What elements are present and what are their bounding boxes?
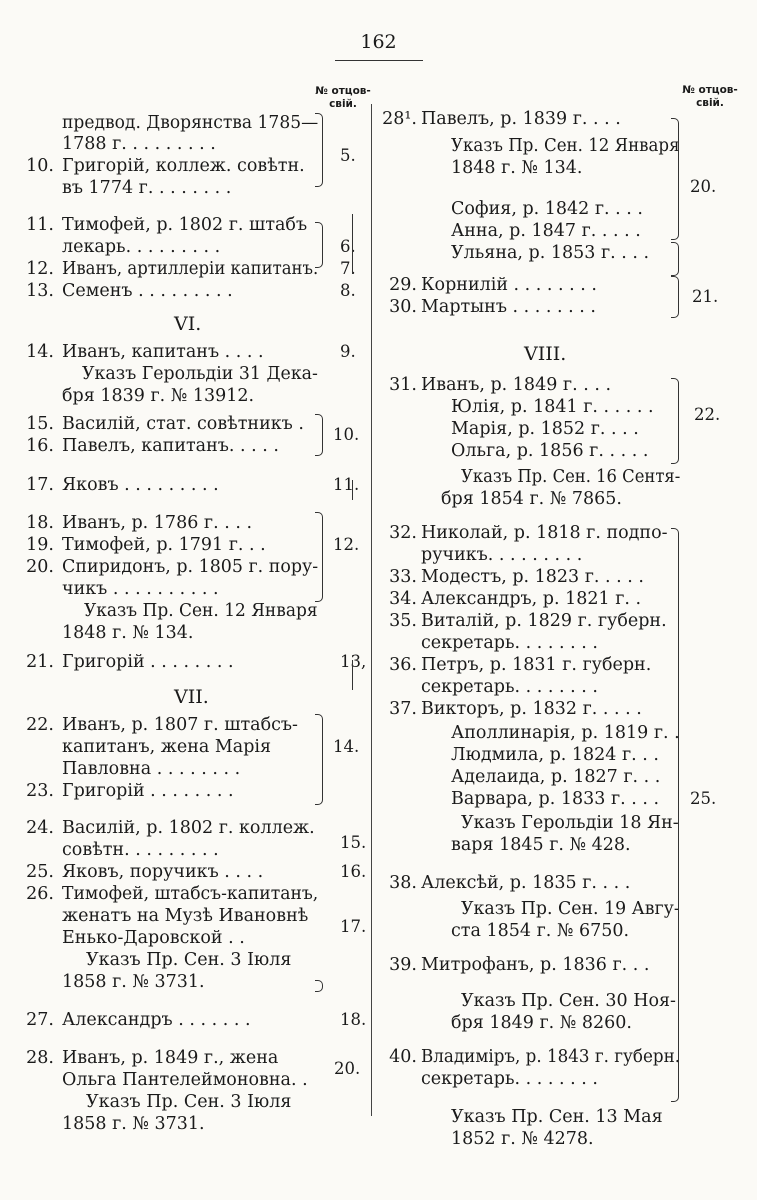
entry-text: 1848 г. № 134. bbox=[451, 158, 583, 178]
father-ref-number: 20. bbox=[690, 177, 717, 196]
entry-text: Семенъ . . . . . . . . . bbox=[62, 281, 233, 301]
entry-text: Яковъ, поручикъ . . . . bbox=[62, 862, 264, 882]
entry-text: Мартынъ . . . . . . . . bbox=[421, 297, 596, 317]
entry-number: 34. bbox=[389, 589, 417, 609]
section-heading: VII. bbox=[174, 686, 209, 708]
father-ref-number: 5. bbox=[340, 146, 356, 165]
entry-text: Павелъ, капитанъ. . . . . bbox=[62, 436, 279, 456]
entry-text: совѣтн. . . . . . . . . bbox=[62, 840, 219, 860]
father-ref-number: 16. bbox=[340, 862, 367, 881]
entry-text: секретарь. . . . . . . . bbox=[421, 1069, 598, 1089]
entry-text: Аделаида, р. 1827 г. . . bbox=[451, 767, 661, 787]
entry-text: Варвара, р. 1833 г. . . . bbox=[451, 789, 660, 809]
entry-number: 40. bbox=[389, 1047, 417, 1067]
entry-text: женатъ на Музѣ Ивановнѣ bbox=[62, 906, 309, 926]
father-ref-number: 11. bbox=[333, 475, 360, 494]
entry-number: 11. bbox=[26, 215, 54, 235]
left-header-line1: № отцов- bbox=[315, 85, 371, 97]
entry-text: Павелъ, р. 1839 г. . . . bbox=[421, 109, 621, 129]
entry-number: 35. bbox=[389, 611, 417, 631]
entry-text: Николай, р. 1818 г. подпо- bbox=[421, 523, 668, 543]
entry-number: 33. bbox=[389, 567, 417, 587]
father-ref-number: 15. bbox=[340, 833, 367, 852]
entry-text: Ольга Пантелеймоновна. . bbox=[62, 1070, 308, 1090]
ledger-mark bbox=[352, 660, 353, 690]
entry-number: 16. bbox=[26, 436, 54, 456]
group-bracket bbox=[671, 528, 679, 1102]
entry-text: Спиридонъ, р. 1805 г. пору- bbox=[62, 557, 319, 577]
entry-number: 10. bbox=[26, 156, 54, 176]
entry-text: предвод. Дворянства 1785— bbox=[62, 113, 319, 133]
entry-text: Иванъ, р. 1849 г., жена bbox=[62, 1048, 279, 1068]
entry-text: Виталій, р. 1829 г. губерн. bbox=[421, 611, 667, 631]
entry-number: 15. bbox=[26, 414, 54, 434]
group-bracket bbox=[315, 113, 323, 187]
entry-text: Указъ Пр. Сен. 3 Іюля bbox=[86, 950, 292, 970]
entry-text: бря 1849 г. № 8260. bbox=[451, 1013, 632, 1033]
entry-text: Яковъ . . . . . . . . . bbox=[62, 475, 219, 495]
entry-text: Тимофей, р. 1791 г. . . bbox=[62, 535, 266, 555]
entry-text: Иванъ, артиллеріи капитанъ. bbox=[62, 259, 319, 279]
entry-text: 1848 г. № 134. bbox=[62, 623, 194, 643]
father-ref-number: 7. bbox=[340, 259, 356, 278]
entry-text: Указъ Пр. Сен. 19 Авгу- bbox=[461, 899, 680, 919]
header-rule bbox=[335, 60, 423, 61]
entry-number: 24. bbox=[26, 818, 54, 838]
father-ref-number: 25. bbox=[690, 789, 717, 808]
entry-number: 18. bbox=[26, 513, 54, 533]
entry-text: капитанъ, жена Марія bbox=[62, 737, 272, 757]
column-divider bbox=[371, 104, 372, 1116]
entry-number: 39. bbox=[389, 955, 417, 975]
entry-number: 28. bbox=[26, 1048, 54, 1068]
father-ref-number: 9. bbox=[340, 342, 356, 361]
entry-text: Александръ, р. 1821 г. . bbox=[421, 589, 642, 609]
entry-text: ста 1854 г. № 6750. bbox=[451, 921, 630, 941]
group-bracket bbox=[671, 118, 679, 240]
entry-text: въ 1774 г. . . . . . . . bbox=[62, 178, 232, 198]
entry-number: 26. bbox=[26, 884, 54, 904]
father-ref-number: 18. bbox=[340, 1010, 367, 1029]
entry-text: Указъ Пр. Сен. 3 Іюля bbox=[86, 1092, 292, 1112]
entry-number: 37. bbox=[389, 699, 417, 719]
entry-text: Иванъ, р. 1786 г. . . . bbox=[62, 513, 253, 533]
father-ref-number: 10. bbox=[333, 425, 360, 444]
ledger-mark bbox=[352, 480, 353, 500]
entry-text: Иванъ, р. 1849 г. . . . bbox=[421, 375, 612, 395]
father-ref-number: 13, bbox=[340, 652, 367, 671]
entry-text: Григорій . . . . . . . . bbox=[62, 652, 234, 672]
entry-text: Корнилій . . . . . . . . bbox=[421, 275, 597, 295]
entry-number: 30. bbox=[389, 297, 417, 317]
entry-text: Аполлинарія, р. 1819 г. . bbox=[451, 723, 680, 743]
entry-text: Александръ . . . . . . . bbox=[62, 1010, 251, 1030]
entry-text: Указъ Герольдіи 31 Дека- bbox=[82, 364, 318, 384]
entry-text: 1858 г. № 3731. bbox=[62, 1114, 205, 1134]
group-bracket bbox=[671, 378, 679, 464]
entry-text: Тимофей, р. 1802 г. штабъ bbox=[62, 215, 308, 235]
entry-number: 27. bbox=[26, 1010, 54, 1030]
entry-text: Иванъ, р. 1807 г. штабсъ- bbox=[62, 715, 298, 735]
group-bracket bbox=[315, 512, 323, 602]
group-bracket bbox=[315, 414, 323, 456]
entry-text: лекарь. . . . . . . . . bbox=[62, 237, 221, 257]
entry-text: Енько-Даровской . . bbox=[62, 928, 245, 948]
entry-text: 1852 г. № 4278. bbox=[451, 1129, 594, 1149]
father-ref-number: 8. bbox=[340, 281, 356, 300]
entry-number: 13. bbox=[26, 281, 54, 301]
entry-number: 25. bbox=[26, 862, 54, 882]
father-ref-number: 20. bbox=[334, 1059, 361, 1078]
entry-text: Указъ Пр. Сен. 12 Января bbox=[84, 601, 318, 621]
entry-text: Указъ Пр. Сен. 16 Сентя- bbox=[461, 467, 681, 487]
entry-text: варя 1845 г. № 428. bbox=[451, 835, 631, 855]
right-header-line2: свій. bbox=[696, 97, 724, 109]
entry-text: 1788 г. . . . . . . . . bbox=[62, 134, 216, 154]
entry-number: 20. bbox=[26, 557, 54, 577]
entry-text: София, р. 1842 г. . . . bbox=[451, 199, 643, 219]
father-ref-number: 14. bbox=[333, 737, 360, 756]
section-heading: VIII. bbox=[524, 343, 567, 365]
left-column-header bbox=[313, 85, 373, 111]
entry-text: Ульяна, р. 1853 г. . . . bbox=[451, 243, 650, 263]
father-ref-number: 12. bbox=[333, 535, 360, 554]
entry-number: 12. bbox=[26, 259, 54, 279]
father-ref-number: 17. bbox=[340, 917, 367, 936]
entry-number: 31. bbox=[389, 375, 417, 395]
entry-number: 21. bbox=[26, 652, 54, 672]
entry-text: Василій, р. 1802 г. коллеж. bbox=[62, 818, 315, 838]
entry-text: Модестъ, р. 1823 г. . . . . bbox=[421, 567, 644, 587]
entry-text: Иванъ, капитанъ . . . . bbox=[62, 342, 264, 362]
entry-number: 38. bbox=[389, 873, 417, 893]
page-number: 162 bbox=[360, 31, 397, 53]
entry-text: Марія, р. 1852 г. . . . bbox=[451, 419, 639, 439]
entry-number: 36. bbox=[389, 655, 417, 675]
entry-text: Указъ Пр. Сен. 13 Мая bbox=[451, 1107, 663, 1127]
entry-text: Людмила, р. 1824 г. . . bbox=[451, 745, 659, 765]
entry-text: Петръ, р. 1831 г. губерн. bbox=[421, 655, 652, 675]
entry-text: Указъ Пр. Сен. 12 Января bbox=[451, 136, 680, 156]
group-bracket bbox=[671, 276, 679, 318]
section-heading: VI. bbox=[174, 313, 202, 335]
entry-text: секретарь. . . . . . . . bbox=[421, 633, 598, 653]
group-bracket bbox=[315, 222, 323, 268]
group-bracket bbox=[671, 242, 679, 276]
entry-number: 28¹. bbox=[382, 109, 417, 129]
entry-text: Анна, р. 1847 г. . . . . bbox=[451, 221, 641, 241]
father-ref-number: 22. bbox=[694, 405, 721, 424]
right-column-header bbox=[680, 84, 740, 110]
entry-number: 17. bbox=[26, 475, 54, 495]
entry-text: секретарь. . . . . . . . bbox=[421, 677, 598, 697]
entry-text: Григорій, коллеж. совѣтн. bbox=[62, 156, 305, 176]
entry-text: Владиміръ, р. 1843 г. губерн. bbox=[421, 1047, 681, 1067]
entry-text: 1858 г. № 3731. bbox=[62, 972, 205, 992]
entry-number: 32. bbox=[389, 523, 417, 543]
entry-text: Григорій . . . . . . . . bbox=[62, 781, 234, 801]
father-ref-number: 21. bbox=[692, 287, 719, 306]
entry-text: ручикъ. . . . . . . . . bbox=[421, 545, 583, 565]
entry-text: Тимофей, штабсъ-капитанъ, bbox=[62, 884, 319, 904]
entry-text: Указъ Герольдіи 18 Ян- bbox=[461, 813, 679, 833]
entry-text: Алексѣй, р. 1835 г. . . . bbox=[421, 873, 631, 893]
right-header-line1: № отцов- bbox=[682, 84, 738, 96]
entry-text: Митрофанъ, р. 1836 г. . . bbox=[421, 955, 650, 975]
group-bracket bbox=[315, 714, 323, 805]
entry-text: Ольга, р. 1856 г. . . . . bbox=[451, 441, 649, 461]
entry-text: бря 1839 г. № 13912. bbox=[62, 386, 255, 406]
entry-text: чикъ . . . . . . . . . . bbox=[62, 579, 219, 599]
entry-number: 19. bbox=[26, 535, 54, 555]
father-ref-number: 6. bbox=[340, 237, 356, 256]
entry-number: 22. bbox=[26, 715, 54, 735]
group-bracket bbox=[315, 980, 323, 992]
entry-text: Указъ Пр. Сен. 30 Ноя- bbox=[461, 991, 676, 1011]
entry-number: 23. bbox=[26, 781, 54, 801]
entry-number: 14. bbox=[26, 342, 54, 362]
entry-number: 29. bbox=[389, 275, 417, 295]
entry-text: бря 1854 г. № 7865. bbox=[441, 489, 622, 509]
entry-text: Василій, стат. совѣтникъ . bbox=[62, 414, 304, 434]
entry-text: Юлія, р. 1841 г. . . . . . bbox=[451, 397, 654, 417]
ledger-mark bbox=[352, 214, 353, 274]
entry-text: Викторъ, р. 1832 г. . . . . bbox=[421, 699, 642, 719]
left-header-line2: свій. bbox=[329, 98, 357, 110]
entry-text: Павловна . . . . . . . . bbox=[62, 759, 241, 779]
